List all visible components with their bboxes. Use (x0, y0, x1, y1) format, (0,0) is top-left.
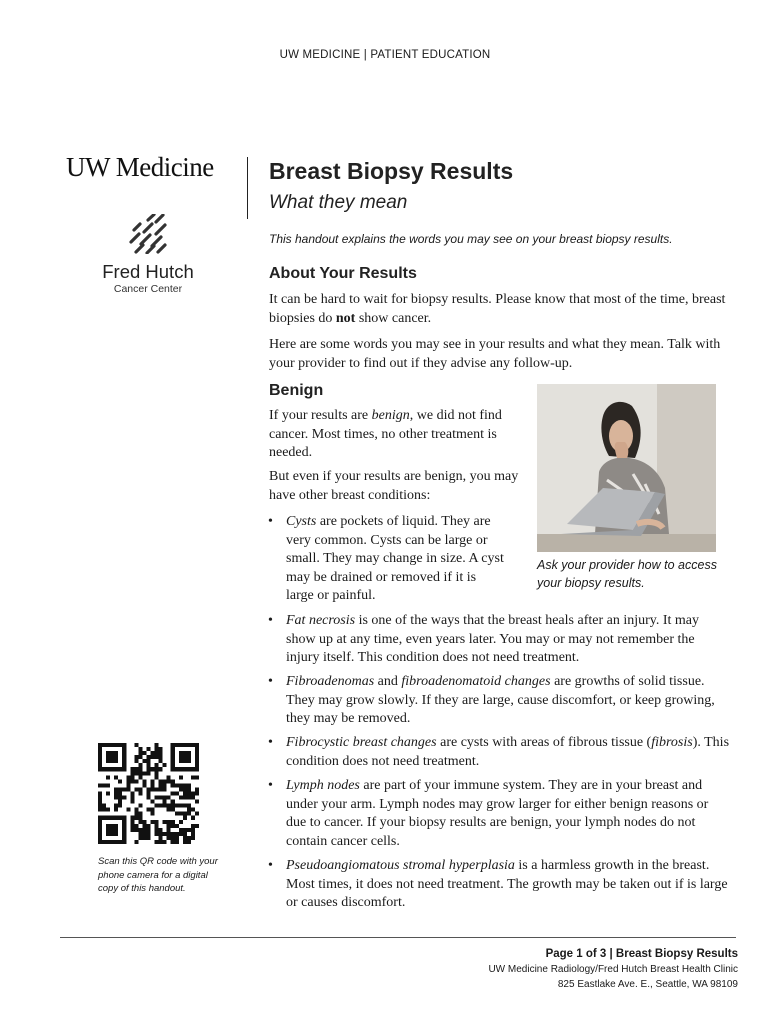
list-item-fibrocystic: • Fibrocystic breast changes are cysts with areas of fibrous tissue (fibrosis). This condition does not need treatment. (268, 735, 730, 769)
photo-caption: Ask your provider how to access your biopsy results. (537, 558, 717, 590)
list-item-cysts: • Cysts are pockets of liquid. They are very common. Cysts can be large or small. They may change in size. A cyst may be drained or removed if it is large or painful. (268, 514, 504, 603)
benign-paragraph-1: If your results are benign, we did not find cancer. Most times, no other treatment is needed. (269, 408, 502, 460)
benign-heading: Benign (269, 382, 324, 399)
footer-clinic: UW Medicine Radiology/Fred Hutch Breast Health Clinic (488, 964, 738, 975)
document-subtitle: What they mean (269, 192, 408, 213)
logo-divider (247, 157, 248, 219)
list-item-fat-necrosis: • Fat necrosis is one of the ways that the breast heals after an injury. It may show up at any time, even years later. You may or may not remember the injury itself. This condition does not need treatment. (268, 613, 700, 665)
about-heading: About Your Results (269, 265, 417, 282)
about-paragraph-2: Here are some words you may see in your results and what they mean. Talk with your provider to find out if they advise any follow-up. (269, 337, 721, 371)
fred-hutch-logo-name: Fred Hutch (102, 261, 194, 282)
about-paragraph-1: It can be hard to wait for biopsy results. Please know that most of the time, breast biopsies do not show cancer. (269, 292, 726, 326)
woman-at-laptop-photo (537, 384, 716, 552)
benign-paragraph-2: But even if your results are benign, you may have other breast conditions: (269, 469, 519, 503)
uw-medicine-logo: UW Medicine (66, 152, 214, 182)
footer-page-number: Page 1 of 3 | Breast Biopsy Results (545, 948, 738, 960)
page-header-label: UW MEDICINE | PATIENT EDUCATION (279, 49, 491, 61)
list-item-fibroadenomas: • Fibroadenomas and fibroadenomatoid changes are growths of solid tissue. They may grow slowly. If they are large, cause discomfort, or keep growing, they may be removed. (268, 674, 715, 726)
qr-caption: Scan this QR code with your phone camera for a digital copy of this handout. (98, 856, 218, 894)
document-title: Breast Biopsy Results (269, 158, 514, 184)
footer-address: 825 Eastlake Ave. E., Seattle, WA 98109 (557, 979, 738, 990)
list-item-pash: • Pseudoangiomatous stromal hyperplasia is a harmless growth in the breast. Most times, it does not need treatment. The growth may be taken out if is large or causes discomfort. (268, 858, 728, 910)
qr-code[interactable] (98, 743, 199, 844)
fred-hutch-logo-subtitle: Cancer Center (113, 283, 183, 295)
list-item-lymph-nodes: • Lymph nodes are part of your immune system. They are in your breast and under your arm. Lymph nodes may grow larger for either benign reasons or due to cancer. If your biopsy results are benign, your lymph nodes do not contain cancer cells. (268, 778, 709, 849)
emphasis-not: not (335, 310, 356, 326)
footer-divider (60, 937, 736, 938)
intro-text: This handout explains the words you may see on your breast biopsy results. (269, 232, 673, 246)
fred-hutch-mark-icon (128, 214, 170, 254)
